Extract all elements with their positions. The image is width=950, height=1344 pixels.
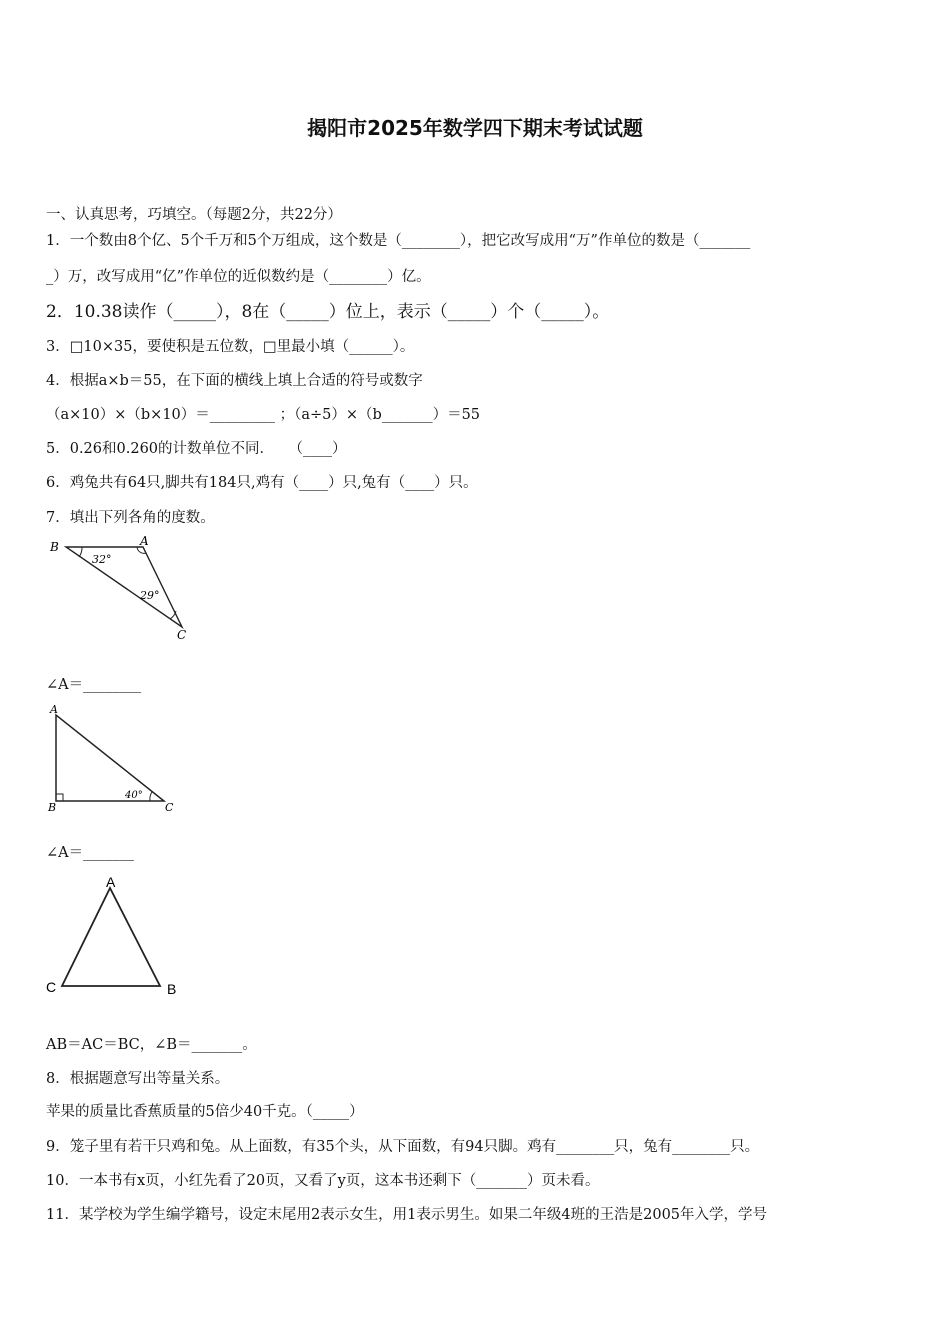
question-8: 8．根据题意写出等量关系。 xyxy=(46,1071,230,1087)
vertex-c-label: C xyxy=(165,801,174,813)
vertex-a-label: A xyxy=(50,703,58,716)
answer-angle-a-1: ∠A＝________ xyxy=(46,677,142,693)
vertex-a-label: A xyxy=(140,535,149,548)
question-4-equation: （a×10）×（b×10）＝_________ ；（a÷5）×（b_______）＝55 xyxy=(46,407,481,423)
triangle-figure-1 xyxy=(46,535,196,645)
vertex-c-label: C xyxy=(46,979,57,995)
vertex-c-label: C xyxy=(177,628,187,642)
question-10: 10．一本书有x页，小红先看了20页，又看了y页，这本书还剩下（_______）页未看。 xyxy=(46,1173,600,1189)
answer-angle-b: AB＝AC＝BC，∠B＝_______。 xyxy=(46,1037,257,1053)
question-7: 7．填出下列各角的度数。 xyxy=(46,510,215,526)
question-1-line-1: 1．一个数由8个亿、5个千万和5个万组成，这个数是（________），把它改写成用“万”作单位的数是（_______ xyxy=(46,233,751,249)
question-5: 5．0.26和0.260的计数单位不同． （____） xyxy=(46,441,347,457)
triangle-figure-3 xyxy=(42,870,192,1000)
question-6: 6．鸡兔共有64只,脚共有184只,鸡有（____）只,兔有（____）只。 xyxy=(46,475,478,491)
angle-c-value: 40° xyxy=(125,790,143,801)
vertex-b-label: B xyxy=(167,981,177,997)
section-heading: 一、认真思考，巧填空。（每题2分，共22分） xyxy=(46,207,342,223)
question-3: 3．□10×35，要使积是五位数，□里最小填（______）。 xyxy=(46,339,415,355)
answer-angle-a-2: ∠A＝_______ xyxy=(46,845,134,861)
question-1-line-2: _）万，改写成用“亿”作单位的近似数约是（________）亿。 xyxy=(46,269,431,285)
question-8-text: 苹果的质量比香蕉质量的5倍少40千克。（_____） xyxy=(46,1104,364,1120)
question-11: 11．某学校为学生编学籍号，设定末尾用2表示女生，用1表示男生。如果二年级4班的王浩是2005年入学，学号 xyxy=(46,1207,768,1223)
question-2: 2．10.38读作（_____），8在（_____）位上，表示（_____）个（_____）。 xyxy=(46,302,610,322)
vertex-b-label: B xyxy=(50,540,59,554)
vertex-b-label: B xyxy=(48,801,57,813)
question-9: 9．笼子里有若干只鸡和兔。从上面数，有35个头，从下面数，有94只脚。鸡有________只，兔有________只。 xyxy=(46,1139,760,1155)
angle-c-value: 29° xyxy=(140,589,160,602)
vertex-a-label: A xyxy=(106,874,116,890)
angle-b-value: 32° xyxy=(92,553,112,566)
triangle-figure-2 xyxy=(44,703,194,813)
question-4: 4．根据a×b＝55，在下面的横线上填上合适的符号或数字 xyxy=(46,373,423,389)
page-title: 揭阳市2025年数学四下期末考试试题 xyxy=(307,116,643,140)
